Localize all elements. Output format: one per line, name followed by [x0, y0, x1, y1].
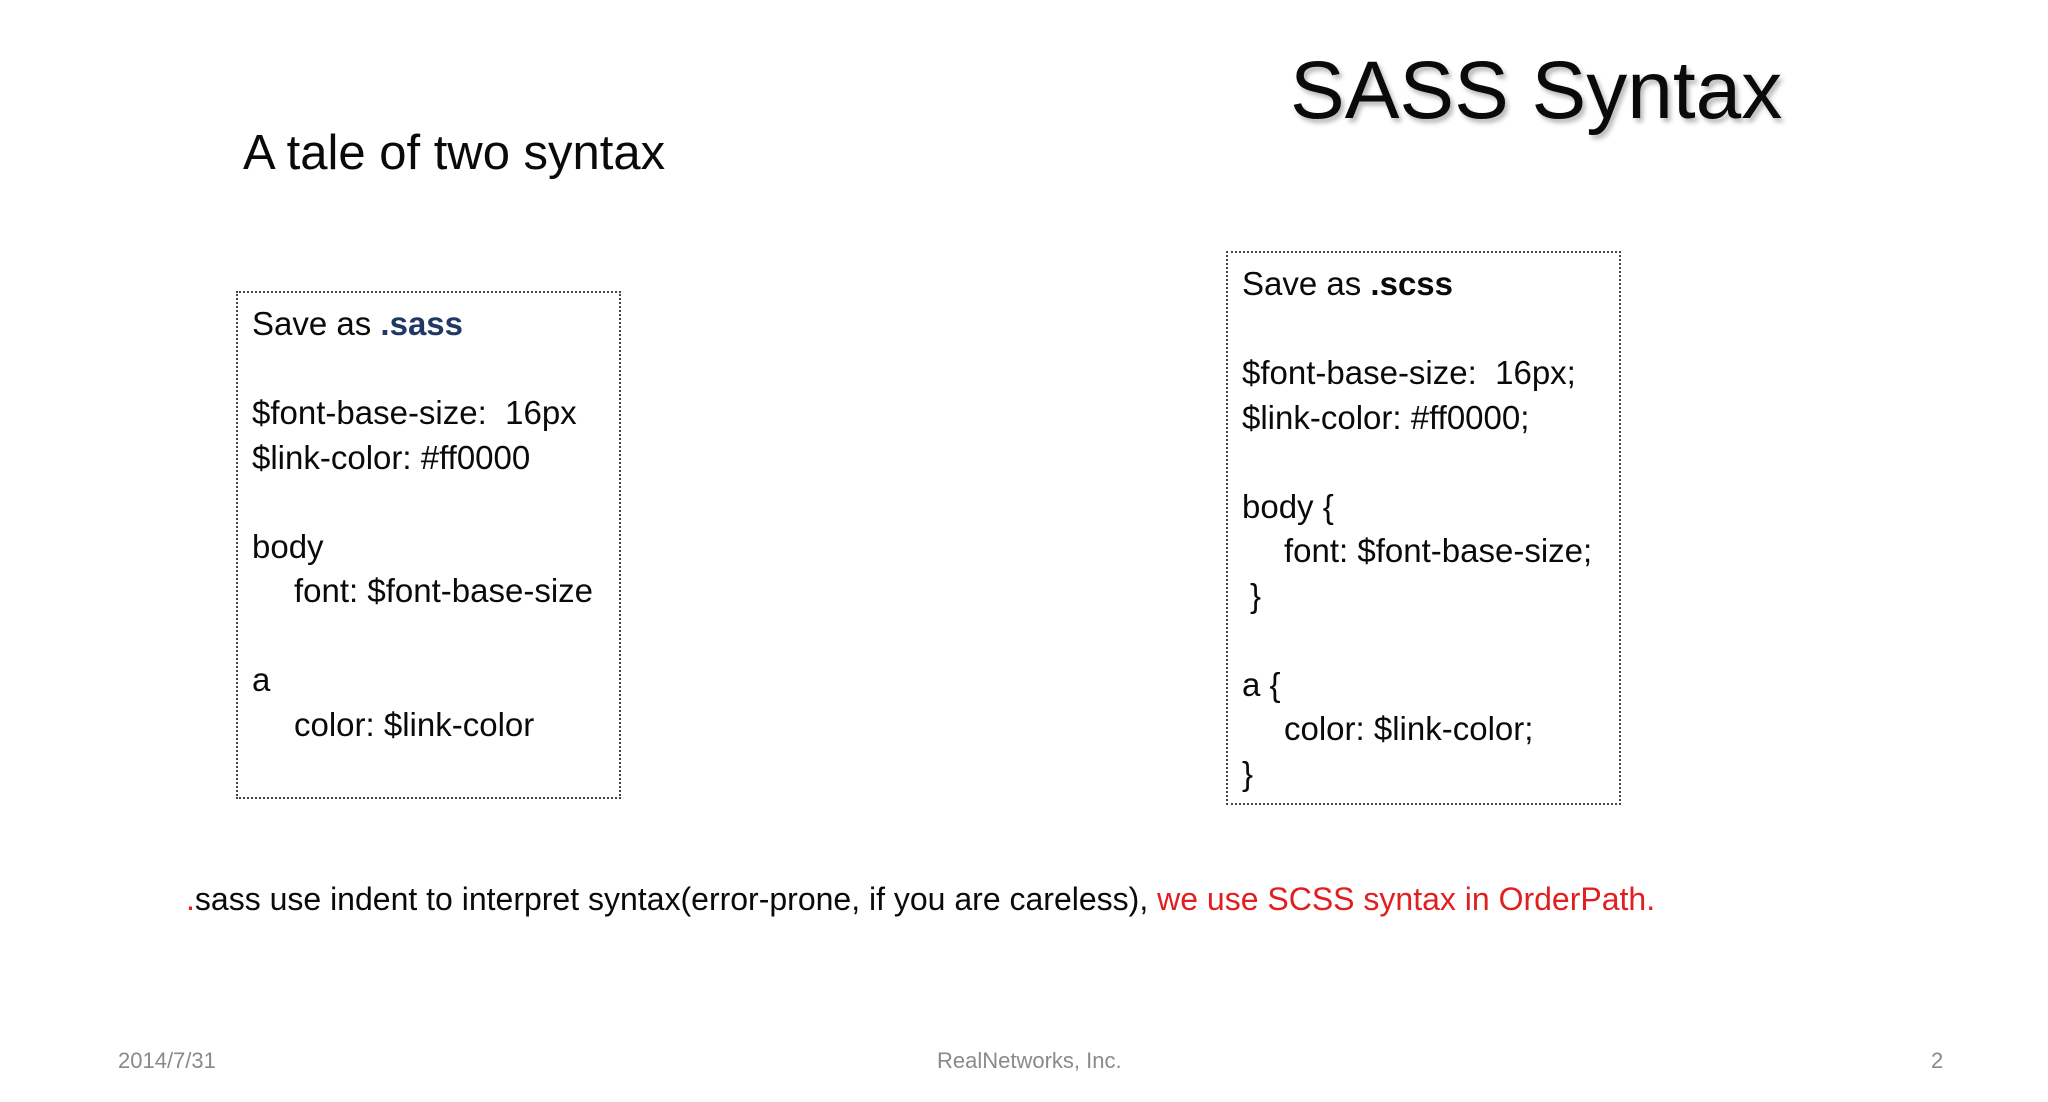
blank-line: [1242, 440, 1619, 485]
sass-code-line: $link-color: #ff0000: [252, 438, 531, 476]
sass-extension: .sass: [380, 305, 464, 342]
sass-code-line: color: $link-color: [294, 705, 535, 743]
blank-line: [252, 347, 619, 392]
footer-date: 2014/7/31: [118, 1048, 216, 1073]
scss-extension: .scss: [1370, 265, 1454, 302]
scss-code-line: $link-color: #ff0000;: [1242, 398, 1530, 436]
scss-code-box: [1226, 251, 1621, 805]
footer-page-number: 2: [1931, 1048, 1944, 1073]
footer-company: RealNetworks, Inc.: [937, 1048, 1122, 1073]
scss-code-line: a {: [1242, 665, 1281, 703]
scss-code-line: color: $link-color;: [1284, 710, 1534, 747]
scss-save-as-line: [1242, 262, 1619, 307]
note-text: sass use indent to interpret syntax(error-prone, if you are careless),: [194, 881, 1158, 917]
note-lead-dot: .: [186, 881, 195, 917]
sass-save-as-line: [252, 302, 619, 347]
syntax-note: [186, 880, 1655, 918]
blank-line: [1242, 307, 1619, 352]
blank-line: [252, 480, 619, 525]
scss-code-line: body {: [1242, 487, 1334, 525]
scss-code-line: }: [1242, 754, 1254, 792]
blank-line: [1242, 618, 1619, 663]
blank-line: [252, 614, 619, 659]
sass-code-line: font: $font-base-size: [294, 572, 593, 609]
scss-code-line: $font-base-size: 16px;: [1242, 354, 1576, 391]
sass-code-line: $font-base-size: 16px: [252, 394, 577, 431]
slide-subtitle: A tale of two syntax: [243, 126, 666, 180]
sass-code-line: body: [252, 527, 324, 565]
slide-title: SASS Syntax: [1290, 45, 1783, 136]
scss-save-label: Save as: [1242, 265, 1371, 302]
sass-code-line: a: [252, 661, 271, 698]
scss-code-line: font: $font-base-size;: [1284, 532, 1593, 569]
scss-code-line: }: [1250, 576, 1262, 614]
note-highlight: we use SCSS syntax in OrderPath.: [1157, 881, 1656, 917]
sass-save-label: Save as: [252, 305, 381, 342]
sass-code-box: [236, 291, 621, 799]
